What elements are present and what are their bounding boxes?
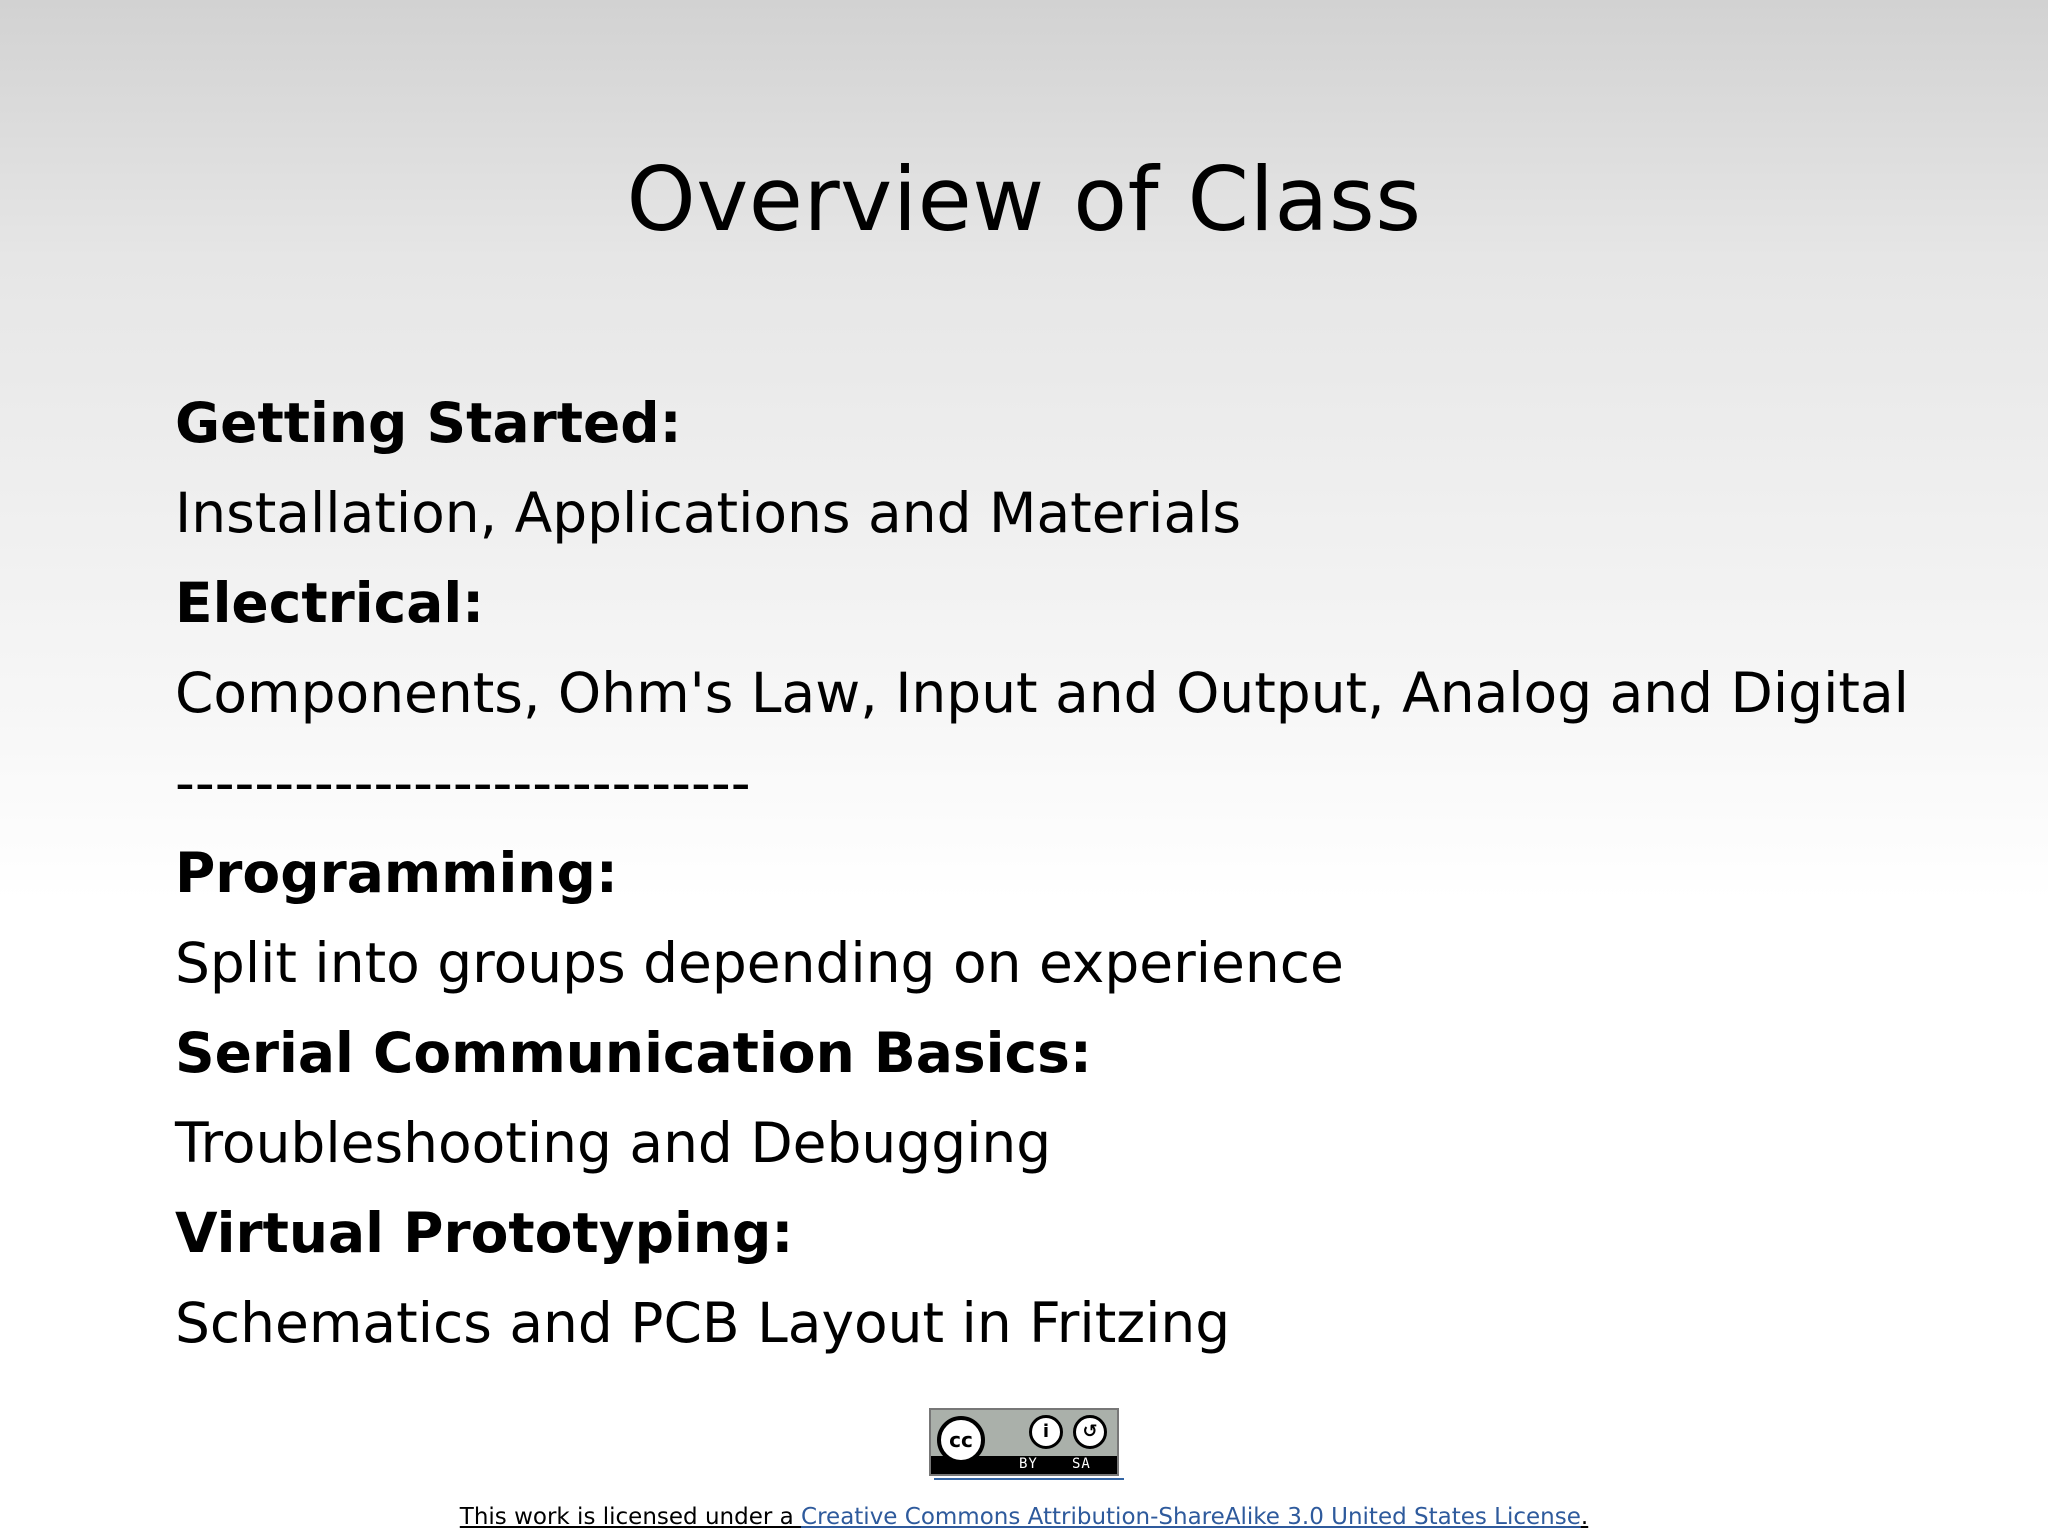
body-virtual-prototyping: Schematics and PCB Layout in Fritzing [175, 1291, 1231, 1355]
license-notice [0, 1502, 2048, 1532]
body-programming: Split into groups depending on experience [175, 931, 1344, 995]
slide-title: Overview of Class [626, 148, 1422, 251]
heading-getting-started: Getting Started: [175, 391, 682, 455]
license-footer [0, 1408, 2048, 1532]
heading-virtual-prototyping: Virtual Prototyping: [175, 1201, 794, 1265]
creative-commons-by-sa-icon[interactable] [929, 1408, 1119, 1476]
license-suffix: . [1580, 1504, 1589, 1530]
body-serial-communication: Troubleshooting and Debugging [175, 1111, 1052, 1175]
content-body [175, 378, 1995, 1368]
body-getting-started: Installation, Applications and Materials [175, 481, 1242, 545]
badge-link-underline [934, 1478, 1124, 1480]
badge-sa-label: SA [1072, 1456, 1091, 1472]
attribution-icon: i [1029, 1415, 1063, 1449]
heading-serial-communication: Serial Communication Basics: [175, 1021, 1092, 1085]
divider-line: ----------------------------- [175, 751, 751, 815]
heading-electrical: Electrical: [175, 571, 485, 635]
license-link[interactable]: Creative Commons Attribution-ShareAlike 3.0 United States License [801, 1504, 1581, 1530]
body-electrical: Components, Ohm's Law, Input and Output, Analog and Digital [175, 661, 1909, 725]
heading-programming: Programming: [175, 841, 618, 905]
cc-logo-icon: cc [937, 1416, 985, 1464]
share-alike-icon: ↺ [1073, 1415, 1107, 1449]
license-prefix: This work is licensed under a [459, 1504, 802, 1530]
badge-by-label: BY [1019, 1456, 1038, 1472]
